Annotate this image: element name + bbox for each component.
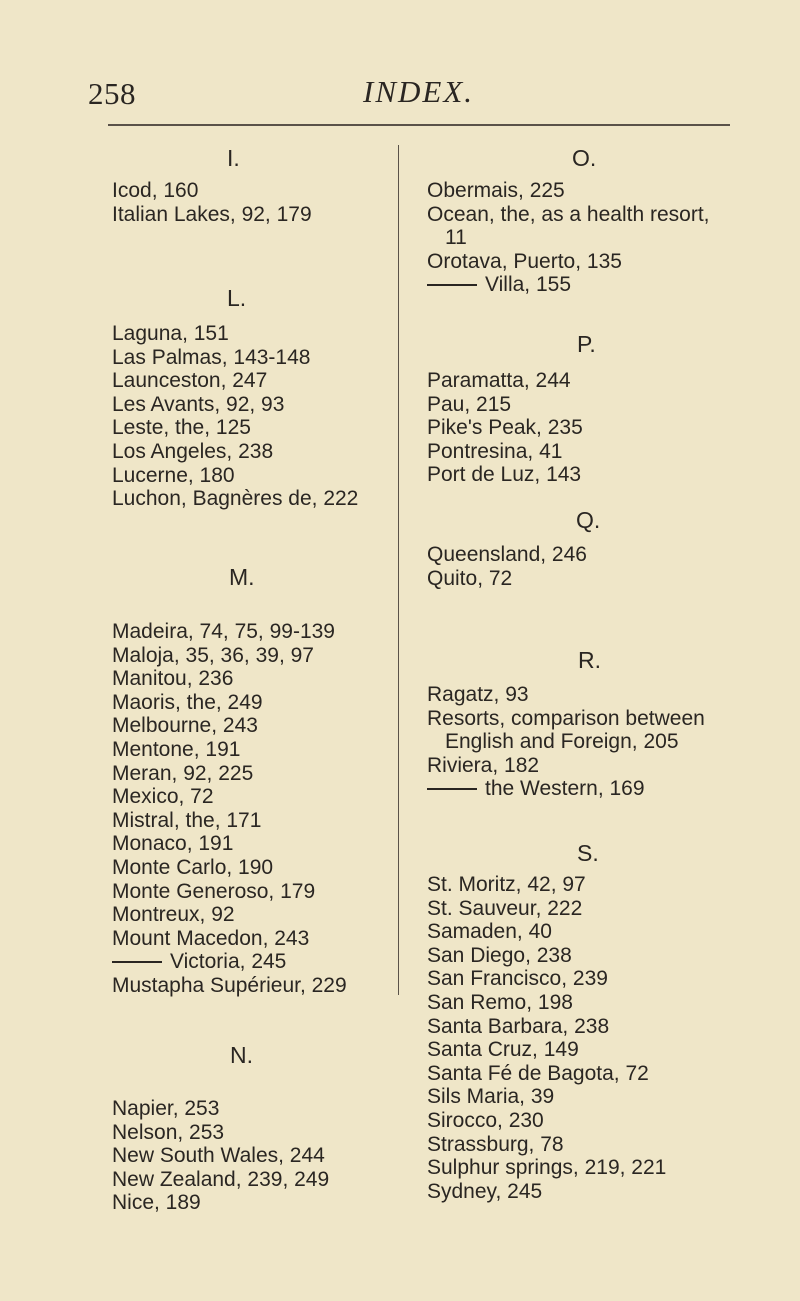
index-entry [112,856,347,880]
index-entry-text: Santa Cruz, 149 [427,1038,579,1062]
index-entry [112,487,358,511]
index-entry-text: Icod, 160 [112,179,199,202]
ditto-dash [427,788,477,790]
index-entry-text: Sirocco, 230 [427,1108,544,1132]
index-entry-text: Orotava, Puerto, 135 [427,249,622,273]
section-letter: Q. [576,507,601,533]
top-rule [108,124,730,126]
index-entry [427,393,583,417]
section-entries [427,543,587,590]
index-entry [427,440,583,464]
index-entry-text: Queensland, 246 [427,543,587,566]
index-entry [427,944,666,968]
index-entry-text: Mistral, the, 171 [112,808,262,832]
index-entry [112,785,347,809]
index-entry [112,1097,329,1121]
index-entry-text: Samaden, 40 [427,920,552,944]
index-entry [112,927,347,951]
index-entry [112,691,347,715]
section-entries [112,620,347,998]
index-entry [112,369,358,393]
index-entry-text: Nelson, 253 [112,1120,225,1144]
index-entry-text: New South Wales, 244 [112,1144,325,1168]
section-entries [112,1097,329,1215]
section-letter: P. [577,331,596,357]
index-entry [427,1015,666,1039]
index-entry [112,1168,329,1192]
index-entry-text: Mentone, 191 [112,737,241,761]
index-entry-text: Las Palmas, 143-148 [112,345,311,369]
section-letter: O. [572,145,597,171]
index-entry-text: Ocean, the, as a health resort, [427,202,710,226]
index-entry [112,667,347,691]
section-entries [427,683,705,801]
index-entry [427,567,587,591]
index-entry-continuation [427,226,710,250]
index-entry [112,832,347,856]
ditto-dash [112,961,162,963]
index-entry [112,809,347,833]
index-entry [427,1180,666,1204]
index-entry-text: Mexico, 72 [112,785,214,809]
index-entry [427,369,583,393]
index-entry-text: Paramatta, 244 [427,369,571,392]
index-entry [427,203,710,227]
index-entry-text: New Zealand, 239, 249 [112,1167,330,1191]
index-entry-text: Monte Carlo, 190 [112,855,274,879]
index-subentry [112,950,347,974]
index-entry-text: Madeira, 74, 75, 99-139 [112,620,335,643]
index-entry-text: Leste, the, 125 [112,416,251,440]
index-entry-text: Mustapha Supérieur, 229 [112,973,347,997]
index-entry-text: Montreux, 92 [112,903,235,927]
index-entry [427,920,666,944]
index-entry [112,416,358,440]
index-entry [112,440,358,464]
index-entry [427,250,710,274]
index-entry [427,1038,666,1062]
index-entry-text: San Francisco, 239 [427,967,608,991]
section-entries [427,179,710,297]
index-entry [112,346,358,370]
index-entry [112,203,312,227]
section-letter: N. [230,1042,253,1068]
index-entry [112,1144,329,1168]
column-divider [398,145,399,995]
index-entry-text: English and Foreign, 205 [445,730,679,754]
index-entry-text: 11 [445,226,467,250]
section-letter: I. [227,145,240,171]
index-entry [112,644,347,668]
index-entry [427,1133,666,1157]
index-entry-text: Melbourne, 243 [112,714,258,738]
index-entry-text: Launceston, 247 [112,369,268,393]
index-entry [112,903,347,927]
section-entries [427,369,583,487]
running-head: INDEX. [363,74,475,109]
section-letter: S. [577,840,599,866]
index-entry [112,620,347,644]
index-entry-text: Napier, 253 [112,1097,220,1120]
index-entry [427,1085,666,1109]
index-entry [112,464,358,488]
index-entry [112,974,347,998]
index-entry-text: Italian Lakes, 92, 179 [112,202,312,226]
index-entry [427,967,666,991]
index-entry-text: Sydney, 245 [427,1179,543,1203]
index-entry-text: Port de Luz, 143 [427,463,582,487]
section-entries [112,322,358,511]
index-entry-text: Monaco, 191 [112,832,234,856]
index-entry-text: Luchon, Bagnères de, 222 [112,487,359,511]
index-entry-text: Riviera, 182 [427,753,540,777]
index-subentry [427,777,705,801]
index-entry [112,880,347,904]
index-entry-text: San Remo, 198 [427,990,573,1014]
index-entry-text: St. Sauveur, 222 [427,896,583,920]
index-entry-text: San Diego, 238 [427,943,572,967]
index-entry [112,762,347,786]
index-entry-text: Mount Macedon, 243 [112,926,310,950]
index-entry [427,991,666,1015]
index-entry [427,543,587,567]
index-entry [427,683,705,707]
index-subentry [427,273,710,297]
index-entry [427,873,666,897]
index-entry [112,738,347,762]
index-entry-text: Villa, 155 [485,273,572,297]
index-entry-text: Les Avants, 92, 93 [112,392,285,416]
index-entry [427,179,710,203]
index-entry-text: Ragatz, 93 [427,683,529,706]
index-entry [427,1156,666,1180]
index-entry-text: Maoris, the, 249 [112,690,263,714]
index-entry [112,322,358,346]
index-entry [427,1109,666,1133]
index-entry-text: Pike's Peak, 235 [427,416,583,440]
index-entry-text: St. Moritz, 42, 97 [427,873,586,896]
index-entry-text: Maloja, 35, 36, 39, 97 [112,643,314,667]
index-entry-continuation [427,730,705,754]
index-entry-text: Lucerne, 180 [112,463,235,487]
index-entry-text: Santa Barbara, 238 [427,1014,610,1038]
index-entry-text: Santa Fé de Bagota, 72 [427,1061,649,1085]
index-entry-text: Nice, 189 [112,1191,201,1215]
index-entry-text: Obermais, 225 [427,179,565,202]
index-entry-text: Manitou, 236 [112,667,234,691]
index-entry [112,1121,329,1145]
section-entries [112,179,312,226]
index-entry-text: the Western, 169 [485,777,645,801]
index-entry-text: Sils Maria, 39 [427,1085,555,1109]
index-entry [427,416,583,440]
index-entry [112,393,358,417]
page-number: 258 [88,76,136,111]
index-entry [427,1062,666,1086]
index-entry-text: Sulphur springs, 219, 221 [427,1156,667,1180]
index-entry [427,707,705,731]
index-entry [427,754,705,778]
section-letter: R. [578,647,601,673]
index-entry [112,1191,329,1215]
index-entry [112,714,347,738]
index-entry-text: Laguna, 151 [112,322,229,345]
index-entry-text: Pontresina, 41 [427,439,563,463]
ditto-dash [427,284,477,286]
index-entry [427,897,666,921]
index-entry-text: Strassburg, 78 [427,1132,564,1156]
index-entry-text: Pau, 215 [427,392,512,416]
index-entry-text: Victoria, 245 [170,950,287,974]
index-entry [112,179,312,203]
index-entry-text: Los Angeles, 238 [112,439,274,463]
section-letter: L. [227,285,247,311]
index-entry-text: Meran, 92, 225 [112,761,254,785]
index-entry-text: Resorts, comparison between [427,706,705,730]
index-entry [427,463,583,487]
section-letter: M. [229,564,255,590]
section-entries [427,873,666,1203]
index-entry-text: Quito, 72 [427,566,513,590]
index-entry-text: Monte Generoso, 179 [112,879,316,903]
